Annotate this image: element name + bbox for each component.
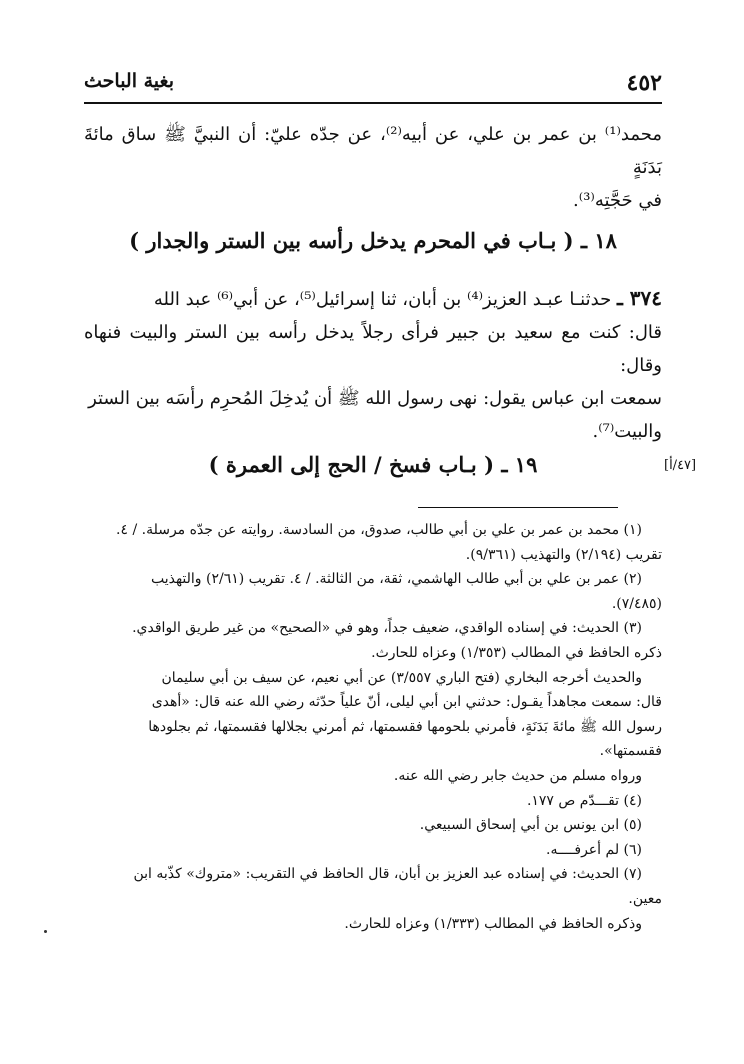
footnote-line: معين.: [628, 890, 662, 907]
footnote-line: (٧/٤٨٥).: [611, 595, 662, 612]
chapter-heading-19: ١٩ ـ ( بـاب فسخ / الحج إلى العمرة ): [208, 452, 538, 477]
running-title: بغية الباحث: [84, 70, 174, 92]
text-line: سمعت ابن عباس يقول: نهى رسول الله ﷺ أن يُدخِلَ المُحرِم رأسَه بين الستر: [88, 388, 662, 409]
footnote-line: رسول الله ﷺ مائةَ بَدَنَةٍ، فأمرني بلحومها فقسمتها، ثم أمرني بجلالها فقسمتها، ثم بجلودها: [148, 718, 662, 735]
footnote-line: (٧) الحديث: في إسناده عبد العزيز بن أبان، قال الحافظ في التقريب: «متروك» كذّبه ابن: [133, 866, 642, 883]
hadith-number: ٣٧٤ ـ: [616, 286, 662, 310]
footnote-line: وذكره الحافظ في المطالب (١/٣٣٣) وعزاه للحارث.: [344, 915, 642, 932]
hadith-continuation: [84, 118, 662, 217]
footnote-line: فقسمتها».: [599, 743, 662, 760]
text-line: قال: كنت مع سعيد بن جبير فرأى رجلاً يدخل رأسه بين الستر والبيت فنهاه وقال:: [84, 322, 662, 376]
footnote-line: (٥) ابن يونس بن أبي إسحاق السبيعي.: [419, 817, 642, 834]
footnote-line: (٦) لم أعرفــــه.: [546, 841, 642, 858]
page-header: [84, 62, 662, 98]
text-line: محمد⁽¹⁾ بن عمر بن علي، عن أبيه⁽²⁾، عن جدّه عليّ: أن النبيَّ ﷺ ساق مائةَ بَدَنَةٍ: [84, 124, 662, 178]
header-divider: [84, 102, 662, 104]
footnote-line: والحديث أخرجه البخاري (فتح الباري ٣/٥٥٧) عن أبي نعيم، عن سيف بن أبي سليمان: [161, 669, 642, 686]
manuscript-folio-ref: [٤٧/أ]: [664, 458, 697, 473]
chapter-heading-18: ١٨ ـ ( بـاب في المحرم يدخل رأسه بين الستر والجدار ): [129, 228, 617, 253]
text-line: والبيت⁽⁷⁾.: [592, 421, 662, 442]
footnote-line: تقريب (٢/١٩٤) والتهذيب (٩/٣٦١).: [465, 546, 662, 563]
footnote-line: (٢) عمر بن علي بن أبي طالب الهاشمي، ثقة، من الثالثة. / ٤. تقريب (٢/٦١) والتهذيب: [150, 571, 642, 588]
text-line: في حَجَّتِه⁽³⁾.: [573, 190, 662, 211]
footnotes: [84, 518, 662, 936]
footnote-line: ورواه مسلم من حديث جابر رضي الله عنه.: [393, 767, 642, 784]
footnote-line: (١) محمد بن عمر بن علي بن أبي طالب، صدوق، من السادسة. روايته عن جدّه مرسلة. / ٤.: [116, 522, 642, 538]
text-line-content: حدثنـا عبـد العزيز⁽⁴⁾ بن أبان، ثنا إسرائيل⁽⁵⁾، عن أبي⁽⁶⁾ عبد الله: [153, 289, 612, 310]
footnote-line: (٤) تقـــدّم ص ١٧٧.: [526, 792, 642, 809]
text-line: [84, 282, 662, 316]
footnote-line: قال: سمعت مجاهداً يقـول: حدثني ابن أبي ليلى، أنّ علياً حدّثه رضي الله عنه قال: «أهدى: [151, 694, 662, 711]
scan-speck: [44, 930, 47, 933]
footnote-line: ذكره الحافظ في المطالب (١/٣٥٣) وعزاه للحارث.: [371, 644, 662, 661]
footnote-divider: [418, 507, 618, 508]
footnote-line: (٣) الحديث: في إسناده الواقدي، ضعيف جداً، وهو في «الصحيح» من غير طريق الواقدي.: [132, 620, 642, 637]
page-number: ٤٥٢: [626, 70, 662, 96]
hadith-374: [84, 282, 662, 448]
